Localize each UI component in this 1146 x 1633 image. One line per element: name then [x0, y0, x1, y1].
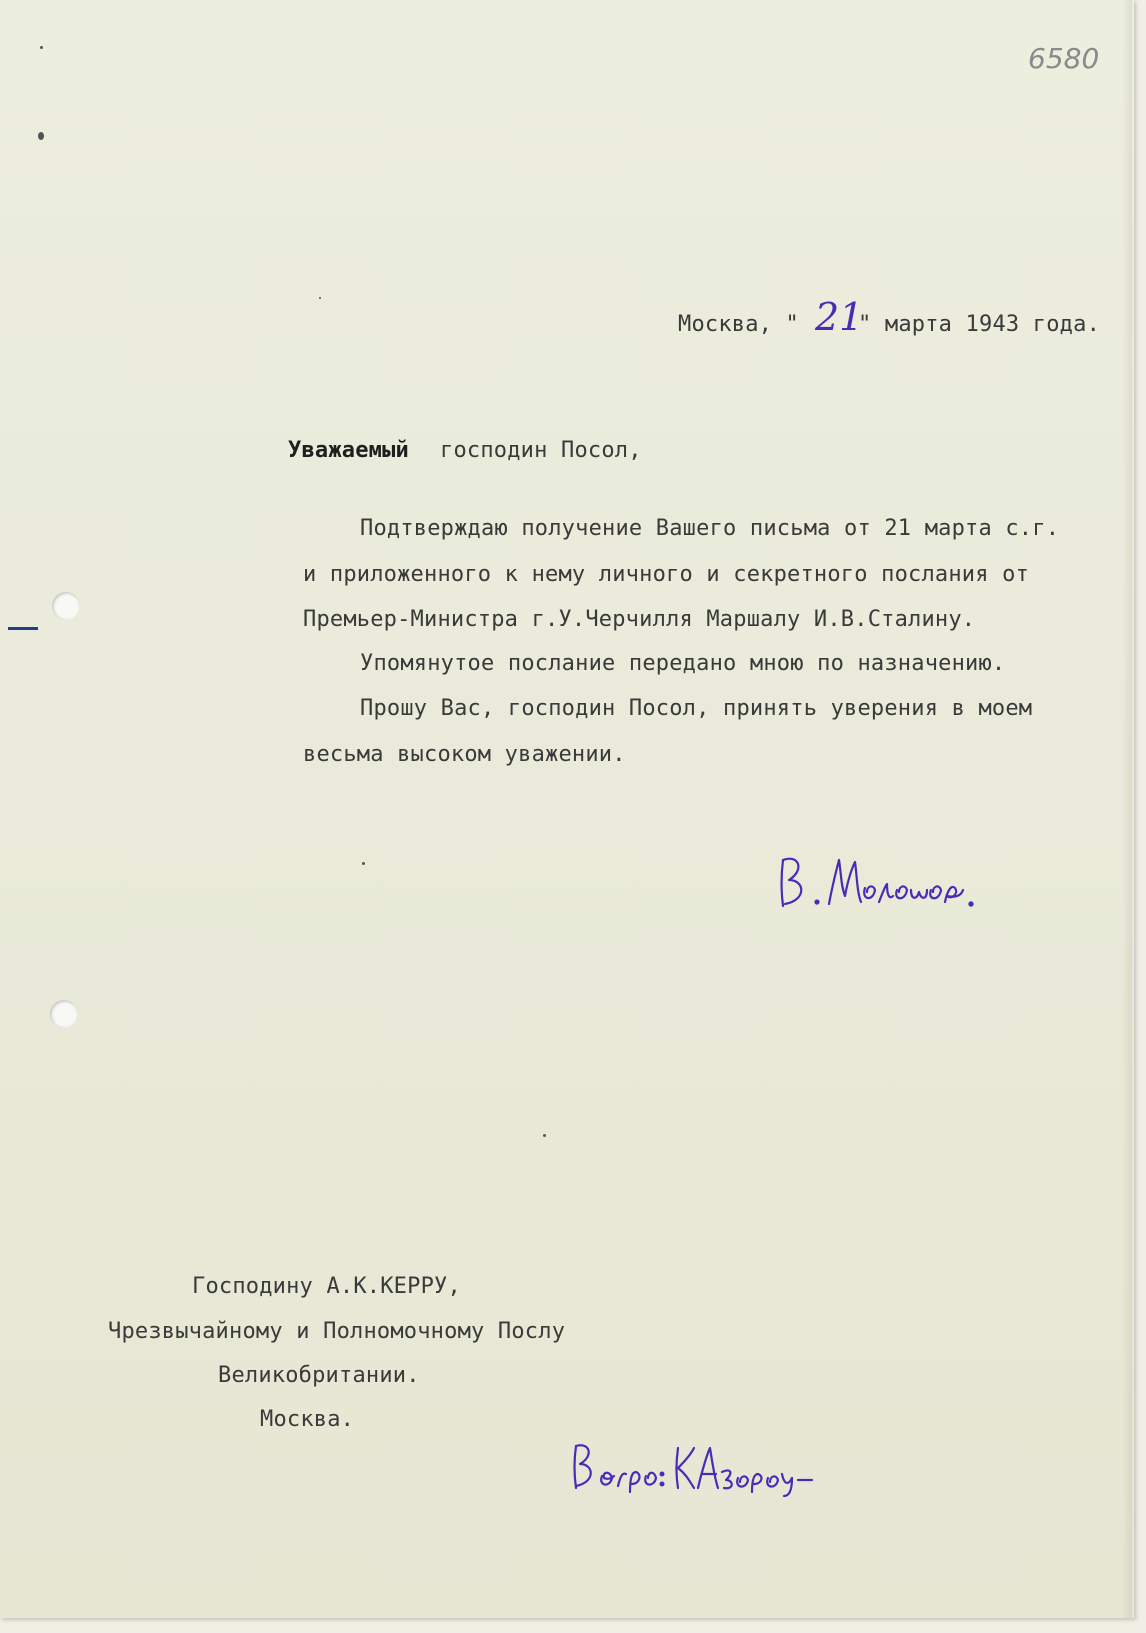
punch-hole-top — [52, 592, 80, 620]
archive-number: 6580 — [1028, 42, 1100, 75]
signature-molotov — [775, 848, 1005, 918]
certification-handwritten — [570, 1438, 820, 1498]
date-city: Москва, " — [678, 312, 800, 337]
speck — [40, 46, 43, 49]
body-line-5: Прошу Вас, господин Посол, принять уверения в моем — [360, 696, 1033, 721]
page-edge-shadow — [1122, 0, 1132, 1618]
body-line-3: Премьер-Министра г.У.Черчилля Маршалу И.В.Сталину. — [303, 607, 976, 632]
salutation-bold: Уважаемый — [288, 438, 410, 463]
addressee-line-2: Чрезвычайному и Полномочному Послу — [108, 1319, 566, 1344]
speck — [543, 1134, 546, 1137]
body-line-6: весьма высоком уважении. — [303, 742, 626, 767]
addressee-line-3: Великобритании. — [218, 1363, 420, 1388]
speck — [38, 132, 44, 140]
speck — [319, 297, 321, 299]
addressee-line-1: Господину А.К.КЕРРУ, — [192, 1274, 461, 1299]
body-line-4: Упомянутое послание передано мною по назначению. — [360, 651, 1006, 676]
date-rest: " марта 1943 года. — [858, 312, 1101, 337]
salutation-rest: господин Посол, — [440, 438, 642, 463]
punch-hole-bottom — [50, 1000, 78, 1028]
speck — [362, 862, 365, 865]
body-line-2: и приложенного к нему личного и секретного послания от — [303, 562, 1030, 587]
body-line-1: Подтверждаю получение Вашего письма от 21 марта с.г. — [360, 516, 1060, 541]
date-day-handwritten: 21 — [815, 295, 864, 339]
margin-mark — [8, 627, 38, 630]
addressee-line-4: Москва. — [260, 1407, 355, 1432]
